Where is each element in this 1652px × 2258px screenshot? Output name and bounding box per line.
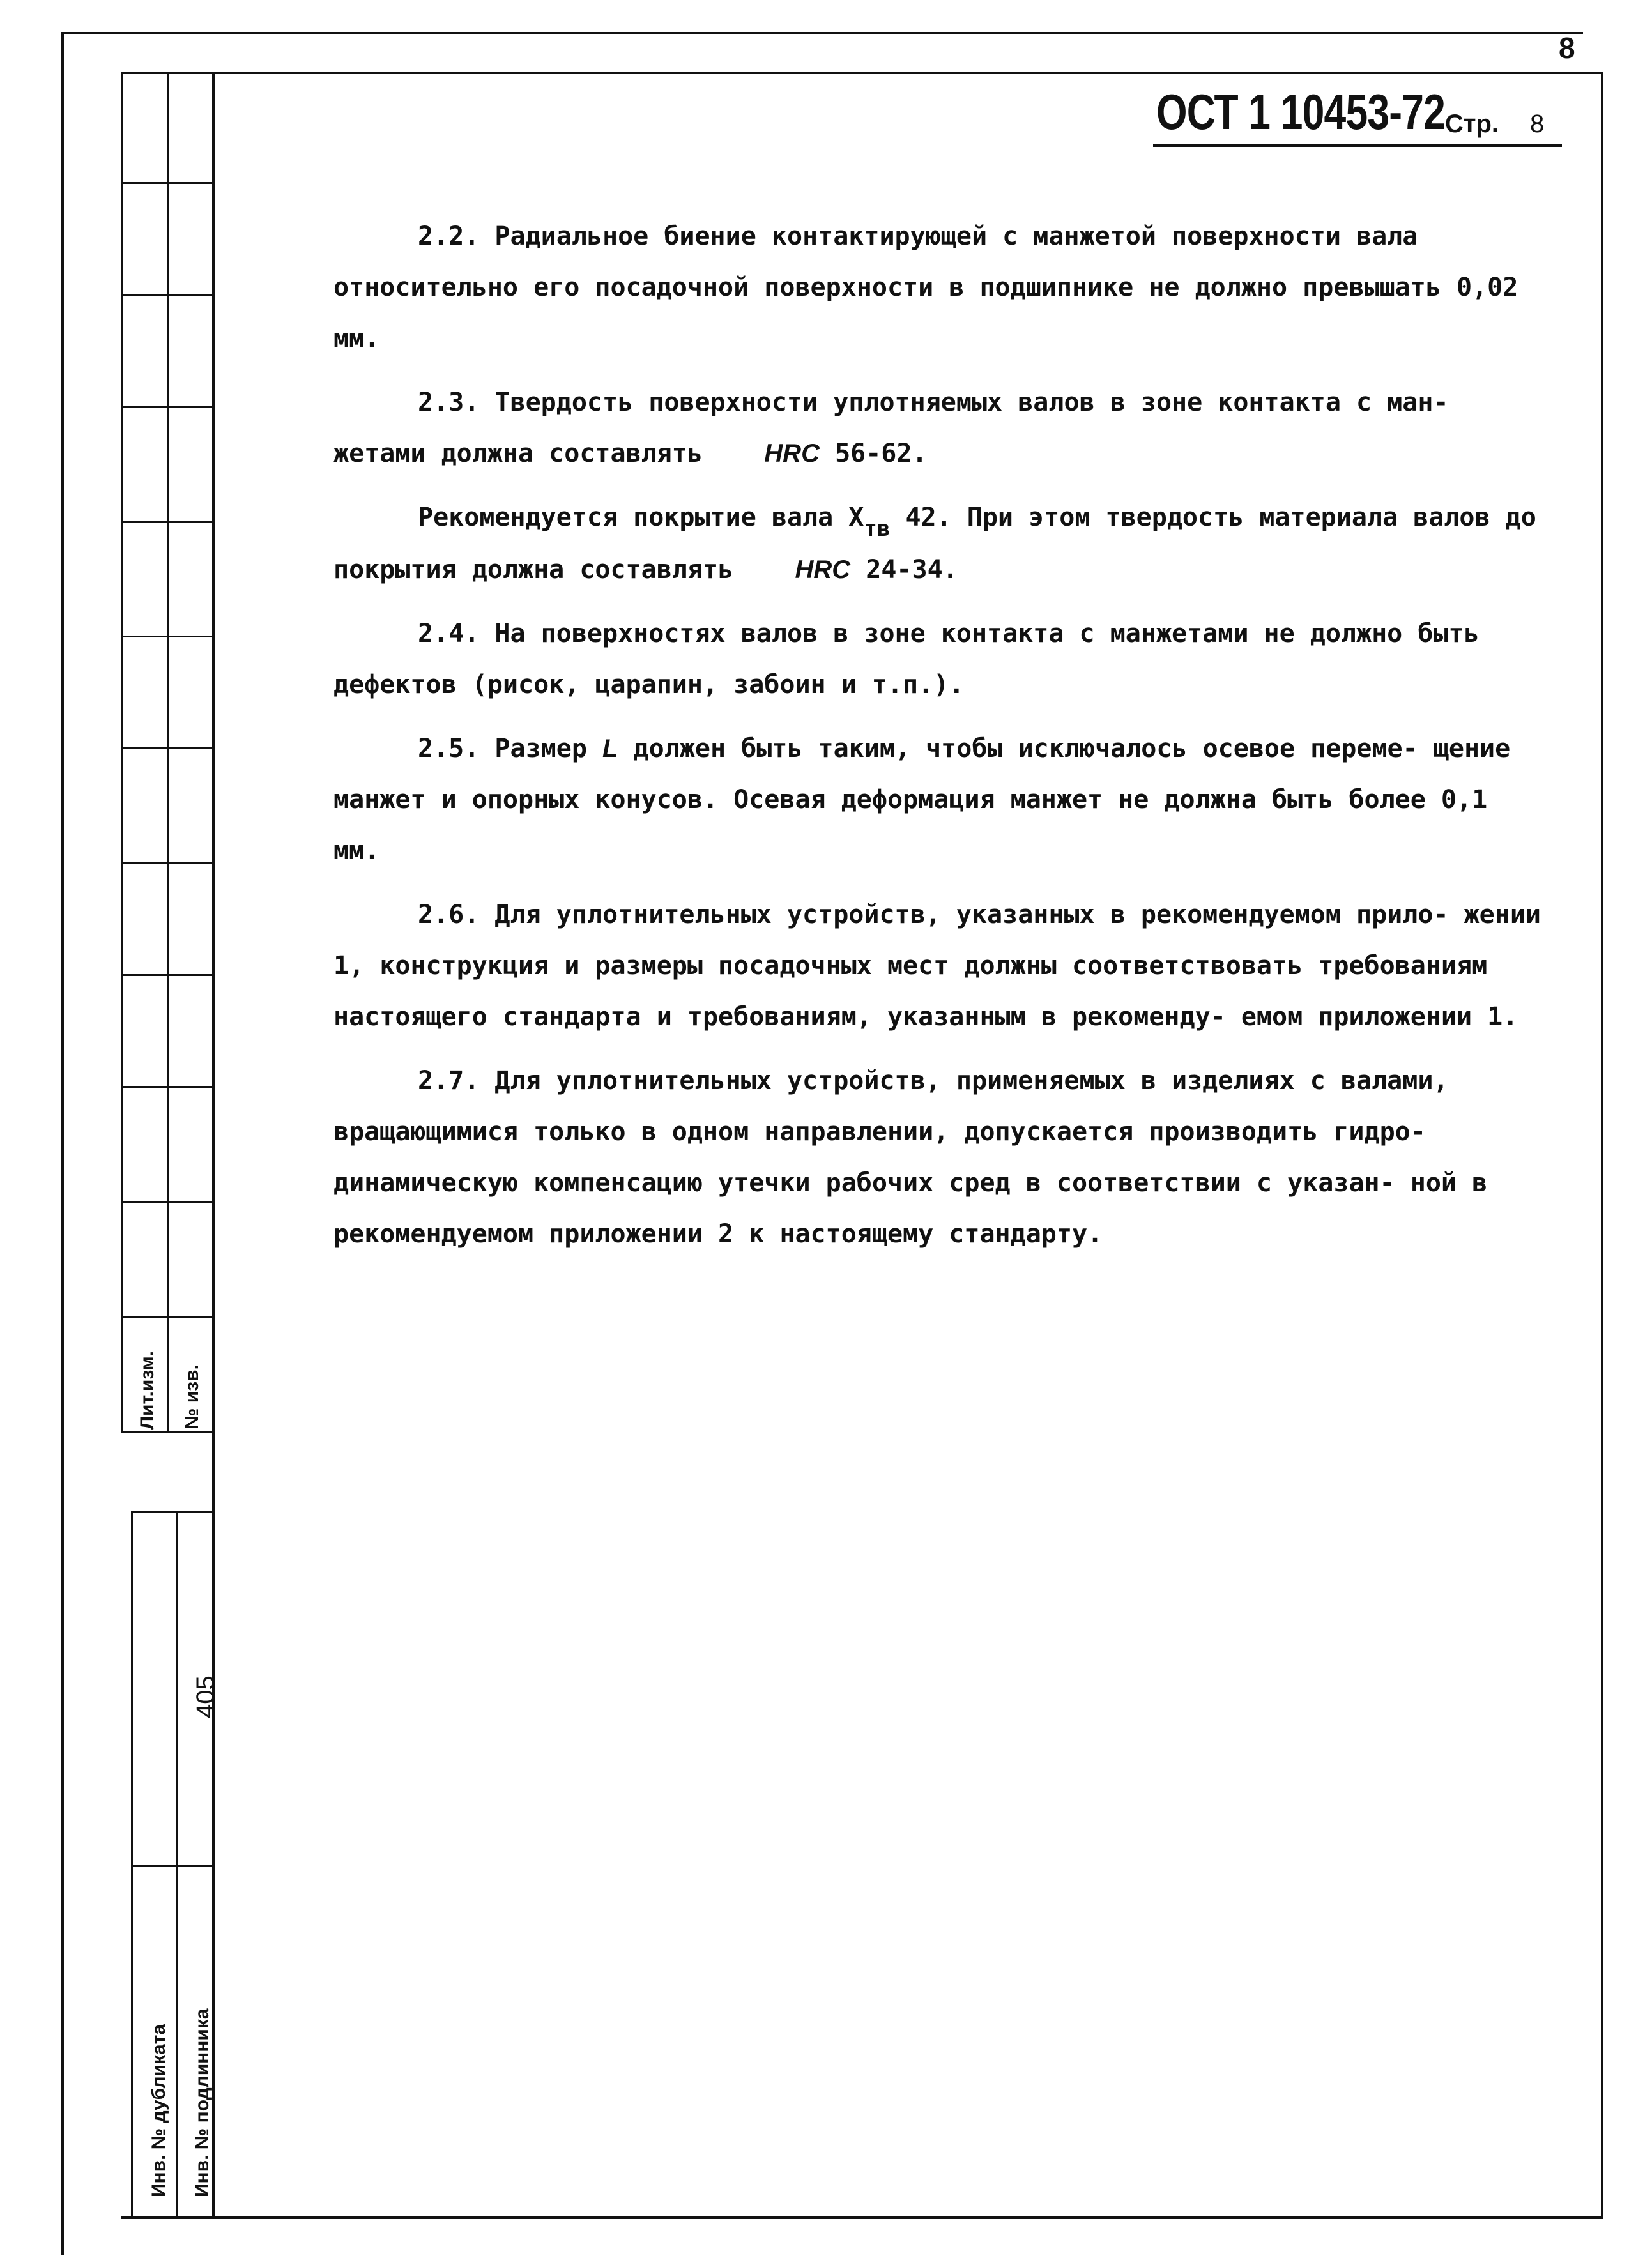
document-body: [333, 211, 1547, 1272]
page-label: Стр.: [1445, 110, 1499, 138]
change-sheet-label: Лит.изм.: [137, 1350, 158, 1430]
stamp-row-line: [121, 1316, 212, 1318]
coating-subscript: тв: [864, 516, 891, 542]
change-number-label: № изв.: [181, 1364, 203, 1430]
dimension-symbol: L: [602, 735, 618, 763]
hrc-symbol: HRC: [795, 556, 851, 584]
paragraph-2-3: [333, 377, 1547, 479]
paragraph-2-3-text-b: 56-62.: [835, 439, 928, 468]
hrc-symbol: HRC: [764, 439, 820, 468]
frame-right-line: [1601, 72, 1603, 2218]
recommendation-text-b: 42. При этом твердость материала валов до покрытия должна составлять: [333, 503, 1536, 584]
paragraph-2-4: 2.4. На поверхностях валов в зоне контакта с манжетами не должно быть дефектов (рисок, царапин, забоин и т.п.).: [333, 619, 1480, 699]
page-value: 8: [1530, 110, 1545, 138]
paragraph-2-5: [333, 723, 1547, 876]
paragraph-2-5-text-b: должен быть таким, чтобы исключалось осевое переме- щение манжет и опорных конусов. Осевая деформация манжет не должна быть более 0,1 мм.: [333, 734, 1511, 866]
header-underline: [1153, 144, 1562, 147]
stamp-row-line: [121, 1201, 212, 1203]
paragraph-2-6: 2.6. Для уплотнительных устройств, указанных в рекомендуемом прило- жении 1, конструкция и размеры посадочных мест должны соответствовать требованиям настоящего стандарта и требованиям, указанным в рекоменду- емом приложении 1.: [333, 900, 1541, 1032]
paragraph-2-3-text-a: 2.3. Твердость поверхности уплотняемых валов в зоне контакта с ман- жетами должна составлять: [333, 388, 1449, 468]
duplicate-inventory-label: Инв. № дубликата: [148, 2024, 169, 2197]
stamp-row-line: [121, 1431, 212, 1433]
lower-stamp-row-line: [131, 1865, 214, 1867]
recommendation-text-a: Рекомендуется покрытие вала Х: [418, 503, 864, 532]
paragraph-2-7: 2.7. Для уплотнительных устройств, применяемых в изделиях с валами, вращающимися только в одном направлении, допускается производить гидро- динамическую компенсацию утечки рабочих сред в соответствии с указан- ной в рекомендуемом приложении 2 к настоящему стандарту.: [333, 1066, 1488, 1249]
stamp-row-line: [121, 862, 212, 864]
stamp-row-line: [121, 406, 212, 408]
frame-bottom-line: [121, 2216, 1603, 2219]
stamp-row-line: [121, 294, 212, 296]
stamp-row-line: [121, 1086, 212, 1088]
stamp-row-line: [121, 636, 212, 637]
frame-top-line: [63, 32, 1583, 34]
paragraph-2-2: 2.2. Радиальное биение контактирующей с манжетой поверхности вала относительно его посадочной поверхности в подшипнике не должно превышать 0,02 мм.: [333, 222, 1518, 353]
lower-stamp-top-line: [131, 1511, 214, 1513]
frame-left-line: [61, 32, 64, 2255]
stamp-row-line: [121, 521, 212, 523]
stamp-row-line: [121, 974, 212, 976]
original-inventory-label: Инв. № подлинника: [192, 2008, 213, 2197]
paragraph-2-5-text-a: 2.5. Размер: [418, 734, 587, 763]
lower-stamp-mid-line: [176, 1511, 178, 2216]
stamp-row-line: [121, 182, 212, 184]
corner-page-number: 8: [1559, 31, 1575, 65]
stamp-col-line-3: [212, 72, 215, 2218]
recommendation-text-c: 24-34.: [866, 555, 958, 584]
frame-inner-top-line: [121, 72, 1603, 74]
stamp-col-line-1: [121, 72, 123, 1432]
standard-number: ОСТ 1 10453-72: [1156, 84, 1446, 140]
sheet-number: 405: [192, 1675, 220, 1718]
stamp-row-line: [121, 747, 212, 749]
lower-stamp-left-line: [131, 1511, 133, 2216]
stamp-col-line-2: [167, 72, 169, 1432]
paragraph-2-3-recommendation: [333, 492, 1547, 595]
